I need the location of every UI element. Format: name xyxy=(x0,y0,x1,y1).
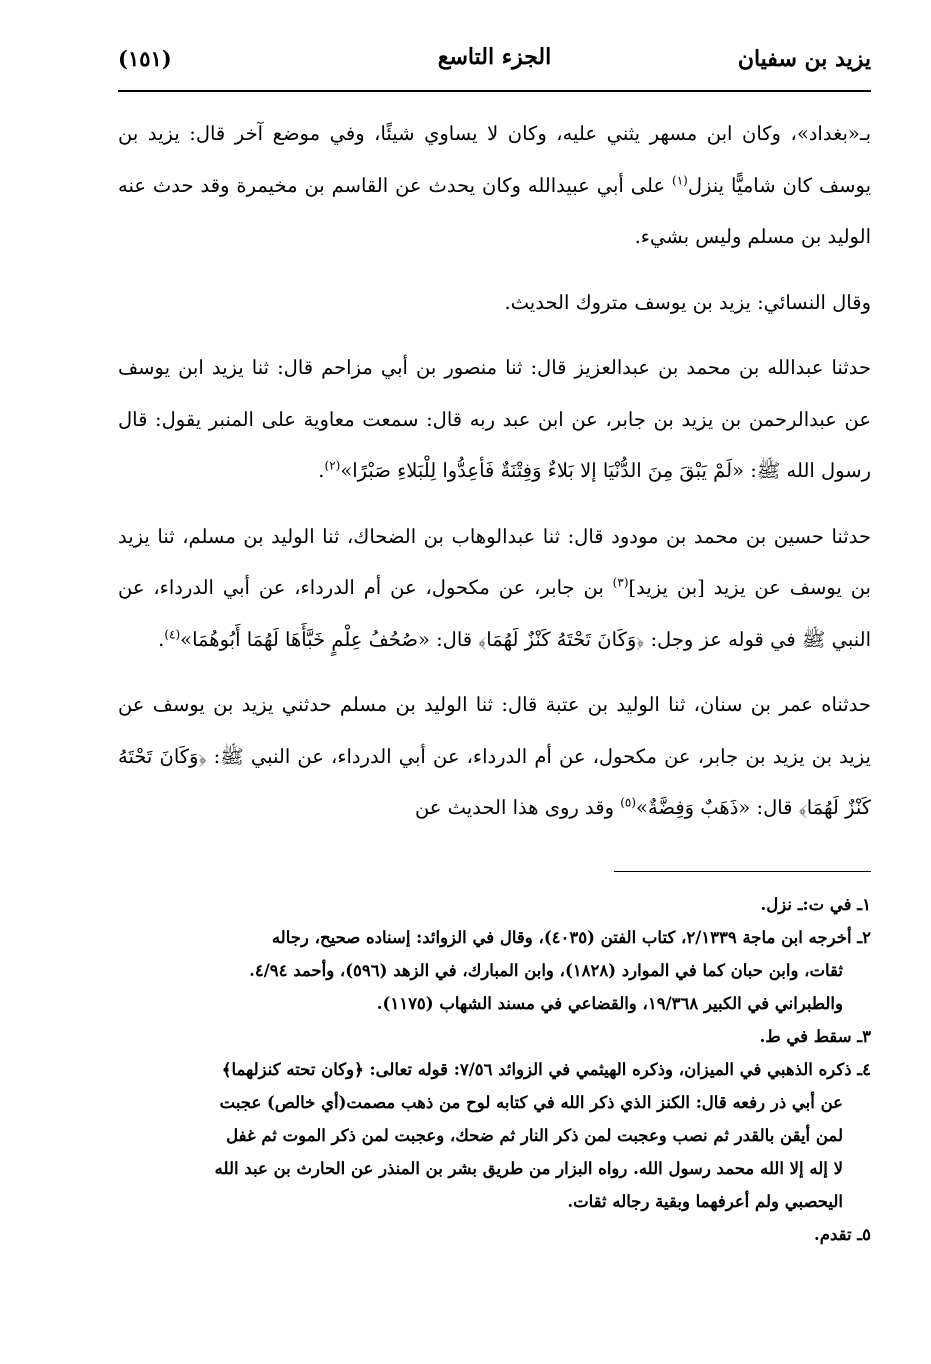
footnote-ref: (٣) xyxy=(612,575,629,590)
footnote-line: ١ـ في ت:ـ نزل. xyxy=(760,895,871,914)
footnote-ref: (١) xyxy=(672,173,688,187)
volume-label: الجزء التاسع xyxy=(437,44,552,70)
footnote-line: عن أبي ذر رفعه قال: الكنز الذي ذكر الله في كتابه لوح من ذهب مصمت(أي خالص) عجبت xyxy=(219,1093,843,1112)
footnote-line: ٤ـ ذكره الذهبي في الميزان، وذكره الهيثمي في الزوائد ٧/٥٦: قوله تعالى: ﴿وكان تحته كنزلهما﴾ xyxy=(221,1060,871,1079)
footnote-line: ٥ـ تقدم. xyxy=(813,1225,871,1244)
footnote-line: ٢ـ أخرجه ابن ماجة ٢/١٣٣٩، كتاب الفتن (٤٠٣٥)، وقال في الزوائد: إسناده صحيح، رجاله xyxy=(271,928,871,947)
footnote-line: ٣ـ سقط في ط. xyxy=(759,1027,871,1046)
footnote-ref: (٢) xyxy=(324,458,341,473)
footnote-divider xyxy=(614,871,871,872)
paragraph: حدثنا عبدالله بن محمد بن عبدالعزيز قال: ثنا منصور بن أبي مزاحم قال: ثنا يزيد ابن يوسف عن عبدالرحمن بن يزيد بن جابر، عن ابن عبد ربه قال: سمعت معاوية على المنبر يقول: قال رسول الله ﷺ: «لَمْ يَبْقَ مِنَ الدُّنْيَا إلا بَلاءٌ وَفِتْنَةٌ فَأعِدُّوا لِلْبَلاءِ صَبْرًا»$^{(٢)}$. xyxy=(118,356,871,482)
footnote-line: والطبراني في الكبير ١٩/٣٦٨، والقضاعي في مسند الشهاب (١١٧٥). xyxy=(376,994,843,1013)
footnote-line: اليحصبي ولم أعرفهما وبقية رجاله ثقات. xyxy=(567,1192,843,1211)
running-title: يزيد بن سفيان xyxy=(737,46,871,72)
page-number: (١٥١) xyxy=(118,46,172,71)
footnotes xyxy=(118,888,871,1251)
paragraph: وقال النسائي: يزيد بن يوسف متروك الحديث. xyxy=(504,290,871,314)
main-text xyxy=(118,108,871,834)
footnote-line: لمن أيقن بالقدر ثم نصب وعجبت لمن ذكر النار ثم ضحك، وعجبت لمن ذكر الموت ثم غفل xyxy=(226,1126,843,1145)
footnote-ref: (٥) xyxy=(620,795,637,810)
footnote-line: ثقات، وابن حبان كما في الموارد (١٨٢٨)، وابن المبارك، في الزهد (٥٩٦)، وأحمد ٤/٩٤. xyxy=(249,961,843,980)
paragraph: حدثناه عمر بن سنان، ثنا الوليد بن عتبة قال: ثنا الوليد بن مسلم حدثني يزيد بن يوسف عن يزيد بن يزيد بن جابر، عن مكحول، عن أم الدرداء، عن أبي الدرداء، عن النبي ﷺ: ﴿وَكَانَ تَحْتَهُ كَنْزٌ لَهُمَا﴾ قال: «ذَهَبٌ وَفِضَّةٌ»$^{(٥)}$ وقد روى هذا الحديث عن xyxy=(118,693,871,819)
page-header xyxy=(118,38,871,92)
paragraph: بـ«بغداد»، وكان ابن مسهر يثني عليه، وكان لا يساوي شيئًا، وفي موضع آخر قال: يزيد بن يوسف كان شاميًّا ينزل$^{(١)}$ على أبي عبيدالله وكان يحدث عن القاسم بن مخيمرة وقد حدث عنه الوليد بن مسلم وليس بشيء. xyxy=(118,122,871,248)
paragraph: حدثنا حسين بن محمد بن مودود قال: ثنا عبدالوهاب بن الضحاك، ثنا الوليد بن مسلم، ثنا يزيد بن يوسف عن يزيد [بن يزيد]$^{(٣)}$ بن جابر، عن مكحول، عن أم الدرداء، عن أبي الدرداء، عن النبي ﷺ في قوله عز وجل: ﴿وَكَانَ تَحْتَهُ كَنْزٌ لَهُمَا﴾ قال: «صُحُفُ عِلْمٍ خَبَّأَهَا لَهُمَا أَبُوهُمَا»$^{(٤)}$. xyxy=(118,524,871,651)
footnote-ref: (٤) xyxy=(164,627,181,641)
footnote-line: لا إله إلا الله محمد رسول الله. رواه البزار من طريق بشر بن المنذر عن الحارث بن عبد الله xyxy=(214,1159,843,1178)
